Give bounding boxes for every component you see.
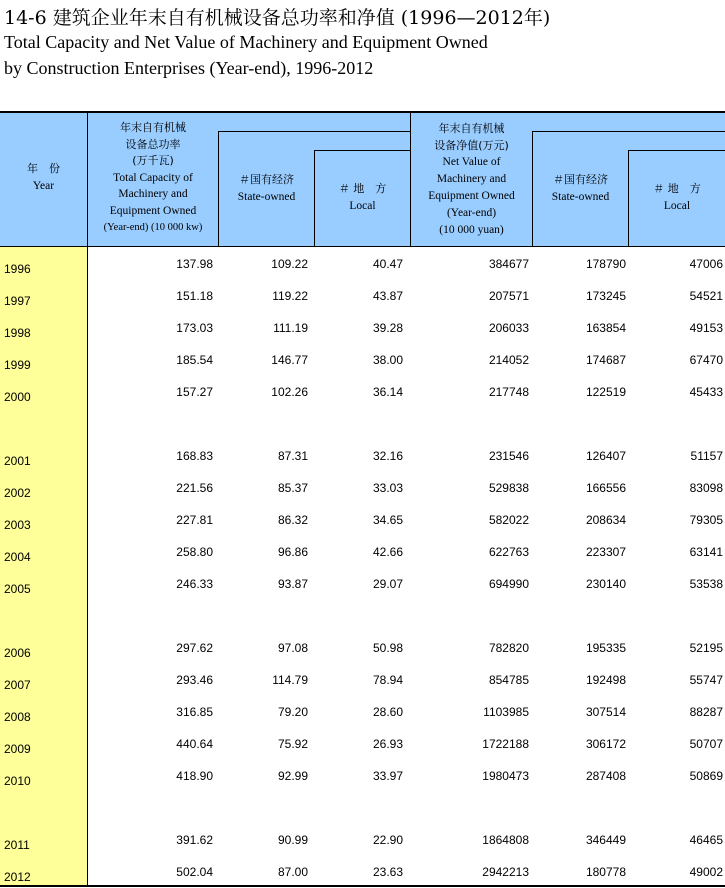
capacity-cell: 246.33 bbox=[176, 577, 213, 591]
capacity-state-owned-cell: 86.32 bbox=[277, 513, 308, 527]
header-net-value-state-owned bbox=[533, 172, 628, 205]
header-capacity-zh-3: (万千瓦) bbox=[132, 154, 174, 168]
header-net-value-en-5: (10 000 yuan) bbox=[439, 224, 504, 236]
net-value-local-cell: 49153 bbox=[689, 321, 723, 335]
net-value-cell: 1980473 bbox=[482, 769, 529, 783]
header-net-value bbox=[411, 120, 532, 239]
table-row bbox=[0, 477, 725, 499]
year-cell: 2012 bbox=[4, 870, 31, 884]
header-net-value-local-zh: ＃ 地 方 bbox=[653, 182, 701, 195]
net-value-cell: 207571 bbox=[488, 289, 529, 303]
net-value-cell: 782820 bbox=[488, 641, 529, 655]
table-row bbox=[0, 637, 725, 659]
net-value-cell: 529838 bbox=[488, 481, 529, 495]
page-title-en-line1: Total Capacity and Net Value of Machinery and Equipment Owned bbox=[4, 32, 488, 52]
header-net-value-local bbox=[629, 181, 725, 214]
header-net-value-en-1: Net Value of bbox=[442, 156, 501, 168]
table-row bbox=[0, 765, 725, 787]
net-value-local-cell: 50869 bbox=[689, 769, 723, 783]
header-capacity-zh-2: 设备总功率 bbox=[125, 137, 181, 151]
capacity-state-owned-cell: 85.37 bbox=[277, 481, 308, 495]
capacity-local-cell: 23.63 bbox=[372, 865, 403, 879]
net-value-state-owned-cell: 208634 bbox=[585, 513, 626, 527]
net-value-cell: 384677 bbox=[488, 257, 529, 271]
capacity-local-cell: 39.28 bbox=[372, 321, 403, 335]
net-value-local-cell: 54521 bbox=[689, 289, 723, 303]
capacity-local-cell: 33.03 bbox=[372, 481, 403, 495]
capacity-cell: 173.03 bbox=[176, 321, 213, 335]
capacity-state-owned-cell: 97.08 bbox=[277, 641, 308, 655]
capacity-state-owned-cell: 90.99 bbox=[277, 833, 308, 847]
year-cell: 2011 bbox=[4, 838, 30, 852]
capacity-cell: 151.18 bbox=[176, 289, 213, 303]
net-value-local-cell: 67470 bbox=[689, 353, 723, 367]
net-value-cell: 206033 bbox=[488, 321, 529, 335]
year-cell: 2004 bbox=[4, 550, 31, 564]
capacity-cell: 221.56 bbox=[176, 481, 213, 495]
capacity-state-owned-cell: 93.87 bbox=[277, 577, 308, 591]
header-net-value-local-en: Local bbox=[663, 199, 691, 212]
capacity-cell: 440.64 bbox=[176, 737, 213, 751]
header-capacity-state-owned bbox=[219, 172, 314, 205]
net-value-cell: 582022 bbox=[488, 513, 529, 527]
capacity-cell: 418.90 bbox=[176, 769, 213, 783]
header-net-value-state-owned-en: State-owned bbox=[551, 190, 610, 203]
net-value-local-cell: 50707 bbox=[689, 737, 723, 751]
year-cell: 2008 bbox=[4, 710, 31, 724]
year-cell: 2005 bbox=[4, 582, 31, 596]
table-row bbox=[0, 541, 725, 563]
capacity-local-cell: 40.47 bbox=[372, 257, 403, 271]
header-net-value-en-3: Equipment Owned bbox=[428, 190, 515, 202]
year-cell: 2001 bbox=[4, 454, 31, 468]
net-value-state-owned-cell: 287408 bbox=[585, 769, 626, 783]
capacity-state-owned-cell: 119.22 bbox=[272, 289, 308, 303]
net-value-state-owned-cell: 180778 bbox=[585, 865, 626, 879]
capacity-state-owned-cell: 75.92 bbox=[277, 737, 308, 751]
table-row bbox=[0, 573, 725, 595]
capacity-local-cell: 78.94 bbox=[372, 673, 403, 687]
net-value-local-cell: 88287 bbox=[689, 705, 723, 719]
header-bottom-rule bbox=[0, 246, 725, 247]
capacity-state-owned-cell: 102.26 bbox=[271, 385, 308, 399]
capacity-local-cell: 28.60 bbox=[372, 705, 403, 719]
capacity-local-cell: 34.65 bbox=[372, 513, 403, 527]
capacity-state-owned-cell: 92.99 bbox=[277, 769, 308, 783]
table-row bbox=[0, 701, 725, 723]
net-value-cell: 1103985 bbox=[483, 705, 529, 719]
net-value-state-owned-cell: 178790 bbox=[585, 257, 626, 271]
header-year-en: Year bbox=[32, 179, 55, 192]
header-capacity-en-4: (Year-end) (10 000 kw) bbox=[103, 221, 203, 233]
capacity-cell: 297.62 bbox=[176, 641, 213, 655]
year-cell: 1999 bbox=[4, 358, 31, 372]
capacity-local-cell: 42.66 bbox=[372, 545, 403, 559]
capacity-cell: 391.62 bbox=[176, 833, 213, 847]
header-capacity-state-owned-zh: ＃国有经济 bbox=[239, 173, 294, 186]
year-cell: 1998 bbox=[4, 326, 31, 340]
net-value-local-cell: 51157 bbox=[690, 449, 723, 463]
net-value-local-cell: 47006 bbox=[689, 257, 723, 271]
net-value-cell: 217748 bbox=[488, 385, 529, 399]
header-capacity-en-2: Machinery and bbox=[118, 188, 188, 201]
table-row bbox=[0, 509, 725, 531]
header-capacity-en-1: Total Capacity of bbox=[113, 171, 193, 184]
header-capacity-zh-1: 年末自有机械 bbox=[120, 121, 186, 134]
header-year-zh: 年 份 bbox=[27, 162, 60, 175]
page-title-zh: 14-6 建筑企业年末自有机械设备总功率和净值 (1996—2012年) bbox=[4, 7, 551, 29]
header-net-value-zh-1: 年末自有机械 bbox=[438, 122, 505, 135]
header-net-value-zh-2: 设备净值(万元) bbox=[434, 139, 509, 152]
net-value-cell: 1864808 bbox=[482, 833, 529, 847]
table-row bbox=[0, 829, 725, 851]
table-header bbox=[0, 113, 725, 247]
capacity-cell: 258.80 bbox=[176, 545, 213, 559]
capacity-local-cell: 32.16 bbox=[372, 449, 403, 463]
capacity-local-cell: 36.14 bbox=[372, 385, 403, 399]
year-cell: 2006 bbox=[4, 646, 31, 660]
capacity-state-owned-cell: 79.20 bbox=[277, 705, 308, 719]
year-cell: 2007 bbox=[4, 678, 31, 692]
net-value-local-cell: 45433 bbox=[689, 385, 723, 399]
year-column-divider bbox=[87, 247, 88, 885]
header-capacity-local-zh: ＃ 地 方 bbox=[338, 182, 387, 195]
net-value-state-owned-cell: 173245 bbox=[585, 289, 626, 303]
net-value-state-owned-cell: 306172 bbox=[585, 737, 626, 751]
net-value-local-cell: 53538 bbox=[689, 577, 723, 591]
header-capacity-en-3: Equipment Owned bbox=[109, 204, 197, 217]
net-value-cell: 1722188 bbox=[482, 737, 529, 751]
page-title-en-line2: by Construction Enterprises (Year-end), 1996-2012 bbox=[4, 58, 374, 78]
net-value-local-cell: 49002 bbox=[689, 865, 723, 879]
capacity-cell: 137.98 bbox=[176, 257, 213, 271]
table-row bbox=[0, 733, 725, 755]
net-value-local-cell: 83098 bbox=[689, 481, 723, 495]
table-row bbox=[0, 349, 725, 371]
capacity-state-owned-cell: 96.86 bbox=[277, 545, 308, 559]
year-cell: 2000 bbox=[4, 390, 31, 404]
net-value-local-cell: 52195 bbox=[689, 641, 723, 655]
capacity-local-cell: 43.87 bbox=[372, 289, 403, 303]
net-value-cell: 231546 bbox=[488, 449, 529, 463]
capacity-cell: 157.27 bbox=[176, 385, 213, 399]
header-capacity bbox=[88, 120, 218, 236]
year-cell: 2003 bbox=[4, 518, 31, 532]
capacity-state-owned-cell: 111.19 bbox=[273, 321, 308, 335]
net-value-state-owned-cell: 122519 bbox=[585, 385, 626, 399]
table-row bbox=[0, 445, 725, 467]
net-value-state-owned-cell: 166556 bbox=[585, 481, 626, 495]
table-row bbox=[0, 381, 725, 403]
year-cell: 2002 bbox=[4, 486, 31, 500]
capacity-local-cell: 29.07 bbox=[372, 577, 403, 591]
header-net-value-en-2: Machinery and bbox=[436, 173, 507, 185]
header-net-value-en-4: (Year-end) bbox=[446, 207, 497, 219]
net-value-cell: 694990 bbox=[488, 577, 529, 591]
header-capacity-local bbox=[315, 181, 410, 214]
table-row bbox=[0, 253, 725, 275]
year-cell: 1996 bbox=[4, 262, 31, 276]
table-row bbox=[0, 669, 725, 691]
header-net-value-state-owned-zh: ＃国有经济 bbox=[553, 173, 608, 186]
net-value-state-owned-cell: 346449 bbox=[585, 833, 626, 847]
table-row bbox=[0, 861, 725, 883]
header-year bbox=[0, 161, 87, 194]
capacity-state-owned-cell: 114.79 bbox=[272, 673, 308, 687]
table-row bbox=[0, 317, 725, 339]
capacity-cell: 502.04 bbox=[176, 865, 213, 879]
capacity-cell: 168.83 bbox=[176, 449, 213, 463]
net-value-cell: 2942213 bbox=[482, 865, 529, 879]
net-value-local-cell: 79305 bbox=[689, 513, 723, 527]
net-value-local-cell: 63141 bbox=[689, 545, 723, 559]
net-value-state-owned-cell: 307514 bbox=[585, 705, 626, 719]
net-value-local-cell: 46465 bbox=[689, 833, 723, 847]
net-value-state-owned-cell: 126407 bbox=[585, 449, 626, 463]
capacity-state-owned-cell: 87.31 bbox=[277, 449, 308, 463]
capacity-local-cell: 50.98 bbox=[372, 641, 403, 655]
capacity-local-cell: 26.93 bbox=[372, 737, 403, 751]
capacity-cell: 316.85 bbox=[176, 705, 213, 719]
net-value-state-owned-cell: 192498 bbox=[585, 673, 626, 687]
net-value-cell: 622763 bbox=[488, 545, 529, 559]
capacity-state-owned-cell: 109.22 bbox=[271, 257, 308, 271]
net-value-cell: 214052 bbox=[488, 353, 529, 367]
header-capacity-state-owned-en: State-owned bbox=[237, 190, 296, 203]
capacity-state-owned-cell: 87.00 bbox=[277, 865, 308, 879]
capacity-cell: 293.46 bbox=[176, 673, 213, 687]
capacity-cell: 185.54 bbox=[176, 353, 213, 367]
capacity-state-owned-cell: 146.77 bbox=[271, 353, 308, 367]
net-value-state-owned-cell: 174687 bbox=[585, 353, 626, 367]
capacity-local-cell: 22.90 bbox=[372, 833, 403, 847]
net-value-state-owned-cell: 230140 bbox=[585, 577, 626, 591]
capacity-cell: 227.81 bbox=[176, 513, 213, 527]
capacity-local-cell: 38.00 bbox=[372, 353, 403, 367]
net-value-cell: 854785 bbox=[488, 673, 529, 687]
net-value-state-owned-cell: 163854 bbox=[585, 321, 626, 335]
header-capacity-local-en: Local bbox=[349, 199, 376, 212]
net-value-local-cell: 55747 bbox=[689, 673, 723, 687]
table-row bbox=[0, 285, 725, 307]
year-cell: 1997 bbox=[4, 294, 31, 308]
net-value-state-owned-cell: 223307 bbox=[585, 545, 626, 559]
net-value-state-owned-cell: 195335 bbox=[585, 641, 626, 655]
year-cell: 2009 bbox=[4, 742, 31, 756]
capacity-local-cell: 33.97 bbox=[372, 769, 403, 783]
year-cell: 2010 bbox=[4, 774, 31, 788]
